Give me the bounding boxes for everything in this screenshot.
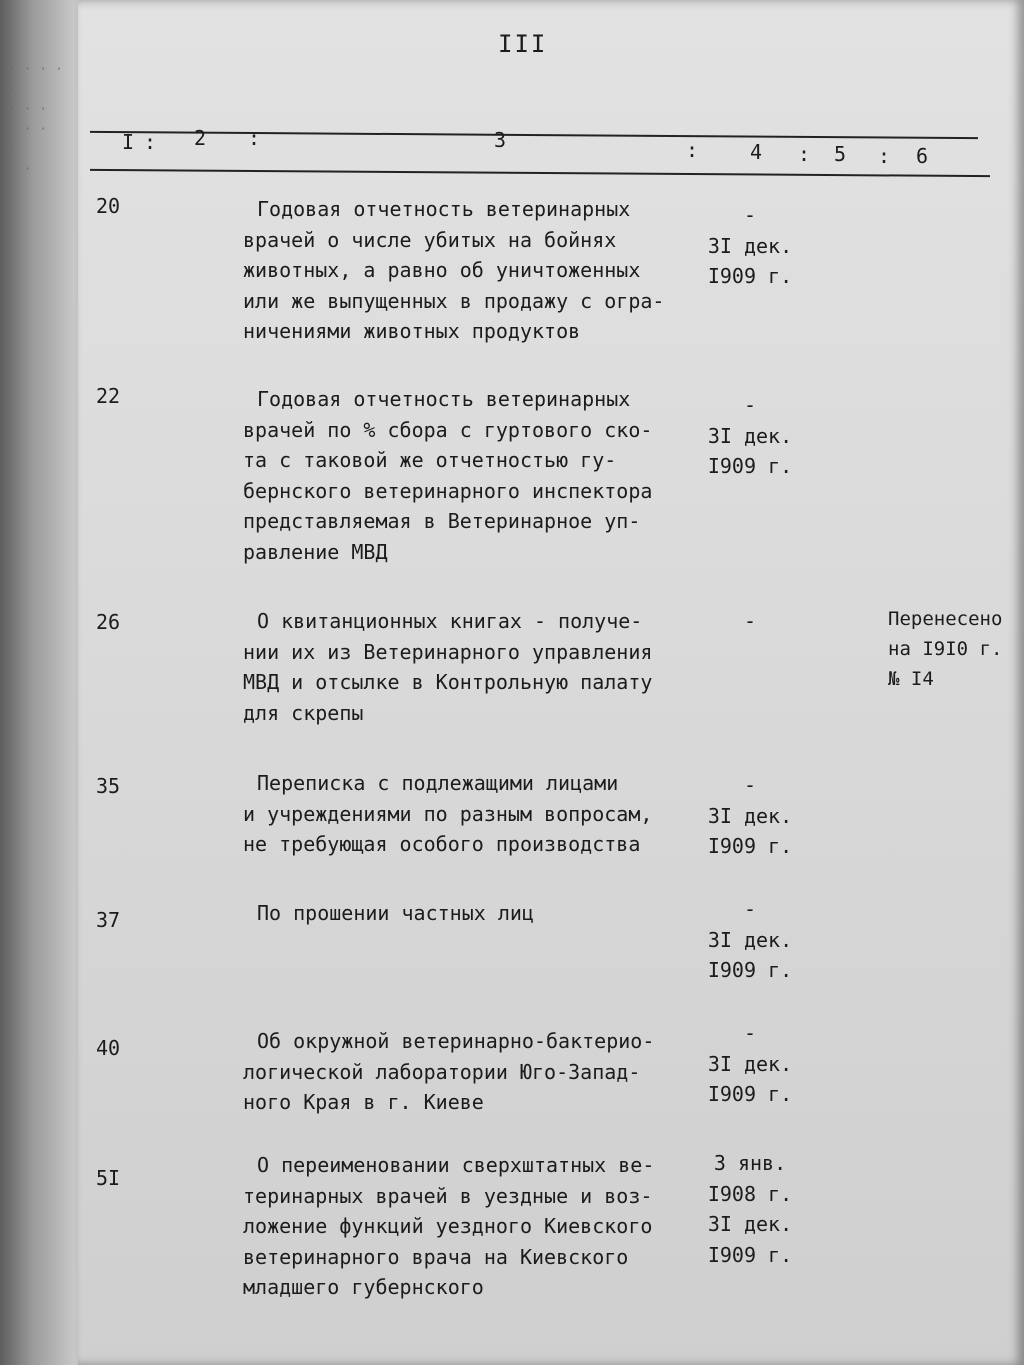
row-line: теринарных врачей в уездные и воз- <box>243 1183 653 1208</box>
date-line: - <box>743 897 757 921</box>
row-line: представляемая в Ветеринарное уп- <box>243 509 641 533</box>
col-header-2: 2 <box>194 126 207 150</box>
col-header-4: 4 <box>750 140 763 164</box>
row-number: 40 <box>96 1036 121 1060</box>
date-line: I909 г. <box>707 454 793 478</box>
date-line: 3I дек. <box>707 927 793 952</box>
row-line: ложение функций уездного Киевского <box>243 1214 653 1238</box>
row-line: ного Края в г. Киеве <box>243 1090 484 1114</box>
row-description <box>243 898 703 929</box>
row-number: 5I <box>96 1166 121 1190</box>
row-description <box>243 768 703 860</box>
col-header-6: 6 <box>916 144 929 168</box>
row-number: 20 <box>96 194 121 218</box>
date-line: - <box>743 773 757 797</box>
row-line: Годовая отчетность ветеринарных <box>257 197 631 221</box>
col-header-sep: : <box>798 142 811 166</box>
row-line: ничениями животных продуктов <box>243 319 581 343</box>
note-line: Перенесено <box>888 608 1003 630</box>
row-line: врачей по % сбора с гуртового ско- <box>243 417 653 442</box>
date-line: I909 г. <box>707 1242 793 1267</box>
date-line: 3I дек. <box>707 1212 793 1236</box>
row-line: та с таковой же отчетностью гу- <box>243 448 617 472</box>
row-number: 22 <box>96 384 121 408</box>
row-line: младшего губернского <box>243 1275 484 1299</box>
date-line: I909 г. <box>707 958 793 982</box>
row-line: Переписка с подлежащими лицами <box>257 771 619 795</box>
row-number: 37 <box>96 908 121 932</box>
header-rule-top <box>90 131 978 139</box>
row-dates <box>700 606 800 637</box>
date-line: 3I дек. <box>707 423 793 448</box>
row-dates <box>700 1148 800 1270</box>
note-line: на I9I0 г. <box>888 638 1003 660</box>
row-line: Об окружной ветеринарно-бактерио- <box>257 1029 655 1053</box>
row-dates <box>700 1018 800 1110</box>
row-line: бернского ветеринарного инспектора <box>243 478 653 503</box>
row-line: О переименовании сверхштатных ве- <box>257 1153 655 1177</box>
date-line: I909 г. <box>707 264 793 288</box>
row-line: логической лаборатории Юго-Запад- <box>243 1059 641 1084</box>
col-header-sep: : <box>878 144 891 168</box>
row-description <box>243 1026 703 1118</box>
row-description <box>243 606 703 728</box>
row-dates <box>700 770 800 862</box>
binding-marks: · · · · · · · · · · · · · · <box>8 62 63 177</box>
col-header-sep: : <box>686 138 699 162</box>
date-line: 3I дек. <box>707 803 793 828</box>
date-line: I908 г. <box>707 1181 793 1206</box>
date-line: 3I дек. <box>707 233 793 258</box>
row-dates <box>700 894 800 986</box>
row-line: врачей о числе убитых на бойнях <box>243 227 617 252</box>
row-line: животных, а равно об уничтоженных <box>243 258 641 282</box>
row-line: или же выпущенных в продажу с огра- <box>243 288 665 313</box>
date-line: - <box>743 393 757 417</box>
row-dates <box>700 390 800 482</box>
col-header-sep: : <box>248 126 261 150</box>
row-line: равление МВД <box>243 539 388 564</box>
note-line: № I4 <box>888 668 934 690</box>
date-line: I909 г. <box>707 1082 793 1106</box>
row-line: ветеринарного врача на Киевского <box>243 1244 629 1269</box>
col-header-3: 3 <box>494 128 507 152</box>
row-description <box>243 384 703 567</box>
row-line: и учреждениями по разным вопросам, <box>243 801 653 826</box>
row-line: По прошении частных лиц <box>257 901 534 925</box>
date-line: I909 г. <box>707 834 793 858</box>
col-header-sep: : <box>144 130 157 154</box>
row-line: для скрепы <box>243 700 364 725</box>
date-line: 3I дек. <box>707 1051 793 1076</box>
row-number: 26 <box>96 610 121 634</box>
page-number: III <box>498 30 548 58</box>
row-dates <box>700 200 800 292</box>
row-number: 35 <box>96 774 121 798</box>
header-rule-bottom <box>90 169 990 177</box>
date-line: - <box>743 203 757 227</box>
row-line: Годовая отчетность ветеринарных <box>257 387 631 411</box>
row-note <box>888 604 1024 694</box>
row-line: не требующая особого производства <box>243 832 641 856</box>
row-description <box>243 1150 703 1303</box>
row-line: нии их из Ветеринарного управления <box>243 639 653 664</box>
date-line: 3 янв. <box>713 1151 787 1175</box>
document-page <box>78 0 1024 1365</box>
col-header-5: 5 <box>834 142 847 166</box>
row-line: МВД и отсылке в Контрольную палату <box>243 670 653 694</box>
row-line: О квитанционных книгах - получе- <box>257 609 643 633</box>
date-line: - <box>743 1021 757 1045</box>
row-description <box>243 194 703 347</box>
date-line: - <box>743 609 757 633</box>
col-header-1: I <box>122 130 135 154</box>
